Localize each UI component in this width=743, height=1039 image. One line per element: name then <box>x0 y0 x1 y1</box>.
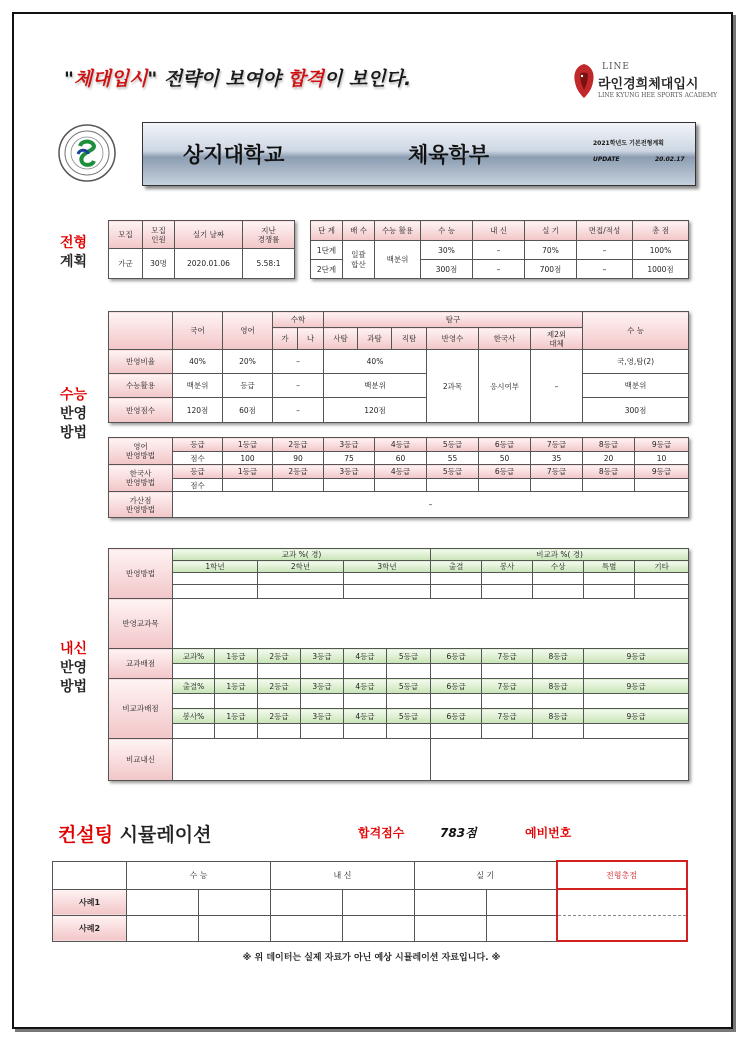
naesin-cell <box>258 724 301 739</box>
stage-cell: 300점 <box>421 260 473 279</box>
plan-header: 모집 인원 <box>143 221 175 249</box>
subject-score-label: 교과배점 <box>109 649 173 679</box>
grade-cell: 7등급 <box>482 709 533 724</box>
side-label-naesin: 내신 반영 방법 <box>60 641 88 695</box>
stage-cell: – <box>473 241 525 260</box>
side-label-suneung: 수능 반영 방법 <box>60 387 88 441</box>
naesin-cell <box>431 739 689 781</box>
grade-cell: 1등급 <box>223 465 273 479</box>
english-score: 55 <box>427 452 479 465</box>
score-label: 점수 <box>173 452 223 465</box>
stage-cell: – <box>473 260 525 279</box>
grade-cell: 9등급 <box>584 709 689 724</box>
score-label: 점수 <box>173 479 223 492</box>
naesin-cell <box>431 573 482 585</box>
plan-header: 실기 날짜 <box>175 221 243 249</box>
suneung-table <box>108 311 689 423</box>
grade-cell: 8등급 <box>533 709 584 724</box>
naesin-cell <box>431 724 482 739</box>
grade-cell: 3등급 <box>324 438 375 452</box>
history-score <box>583 479 635 492</box>
naesin-cell <box>215 694 258 709</box>
grade-cell: 8등급 <box>583 438 635 452</box>
row-label: 수능활용 <box>109 374 173 398</box>
title-banner <box>142 122 696 186</box>
grade-cell: 8등급 <box>533 649 584 664</box>
stage-header: 총 점 <box>633 221 689 241</box>
logo-line-3: LINE KYUNG HEE SPORTS ACADEMY <box>598 92 718 99</box>
award-header: 수상 <box>533 561 584 573</box>
stage-cell: 100% <box>633 241 689 260</box>
sim-cell <box>199 915 271 941</box>
suneung-cell: 60점 <box>223 398 273 423</box>
naesin-cell <box>482 664 533 679</box>
grade-cell: 5등급 <box>387 709 431 724</box>
stage-cell: 700점 <box>525 260 577 279</box>
history-score <box>223 479 273 492</box>
subject-header: 교과 %( 경) <box>173 549 431 561</box>
english-score: 100 <box>223 452 273 465</box>
english-score: 35 <box>531 452 583 465</box>
special-header: 특별 <box>584 561 635 573</box>
english-score: 10 <box>635 452 689 465</box>
university-seal-icon <box>58 124 116 182</box>
naesin-cell <box>215 724 258 739</box>
consulting-title: 컨설팅 시뮬레이션 <box>58 824 212 846</box>
row-label: 반영점수 <box>109 398 173 423</box>
subjects-label: 반영교과목 <box>109 599 173 649</box>
second-language-value: – <box>531 350 583 423</box>
header-science: 과탐 <box>358 328 392 350</box>
history-score <box>479 479 531 492</box>
grade-cell: 3등급 <box>301 709 344 724</box>
suneung-cell: – <box>273 350 324 374</box>
suneung-cell: 300점 <box>583 398 689 423</box>
grade-3-header: 3학년 <box>344 561 431 573</box>
grade-cell: 6등급 <box>431 649 482 664</box>
grade-cell: 7등급 <box>531 465 583 479</box>
naesin-cell <box>584 585 635 599</box>
suneung-cell: 백분위 <box>173 374 223 398</box>
naesin-cell <box>173 724 215 739</box>
naesin-cell <box>533 694 584 709</box>
grade-cell: 3등급 <box>301 649 344 664</box>
grade-cell: 1등급 <box>223 438 273 452</box>
case-2-label: 사례2 <box>53 915 127 941</box>
grade-cell: 5등급 <box>427 465 479 479</box>
grade-label: 등급 <box>173 465 223 479</box>
naesin-cell <box>258 664 301 679</box>
grade-table <box>108 437 689 518</box>
header-second-language: 제2외 대체 <box>531 328 583 350</box>
sim-header-naesin: 내 신 <box>271 861 415 889</box>
academy-logo <box>570 62 718 108</box>
sim-cell <box>343 889 415 915</box>
grade-cell: 7등급 <box>482 679 533 694</box>
slogan: "체대입시" 전략이 보여야 합격이 보인다. <box>64 68 412 90</box>
grade-cell: 5등급 <box>427 438 479 452</box>
grade-cell: 4등급 <box>344 679 387 694</box>
naesin-cell <box>173 739 431 781</box>
subjects-value <box>173 599 689 649</box>
naesin-cell <box>431 664 482 679</box>
stage-header: 수 능 <box>421 221 473 241</box>
suneung-cell: 120점 <box>173 398 223 423</box>
naesin-cell <box>215 664 258 679</box>
suneung-cell: 40% <box>324 350 427 374</box>
header-math: 수학 <box>273 312 324 328</box>
header-math-ga: 가 <box>273 328 298 350</box>
pass-score-label: 합격점수 <box>358 826 405 840</box>
header-history: 한국사 <box>479 328 531 350</box>
footnote: ※ 위 데이터는 실제 자료가 아닌 예상 시뮬레이션 자료입니다. ※ <box>242 953 501 963</box>
inquiry-count: 2과목 <box>427 350 479 423</box>
plan-header: 모집 <box>109 221 143 249</box>
grade-cell: 9등급 <box>584 649 689 664</box>
grade-cell: 5등급 <box>387 679 431 694</box>
suneung-cell: 국,영,탐(2) <box>583 350 689 374</box>
reserve-number-label: 예비번호 <box>525 826 572 840</box>
english-score: 60 <box>375 452 427 465</box>
grade-cell: 4등급 <box>344 709 387 724</box>
english-score: 50 <box>479 452 531 465</box>
header-english: 영어 <box>223 312 273 350</box>
sim-cell <box>487 915 557 941</box>
header-suneung: 수 능 <box>583 312 689 350</box>
english-score: 90 <box>273 452 324 465</box>
naesin-cell <box>533 724 584 739</box>
stage-2-label: 2단계 <box>311 260 343 279</box>
naesin-cell <box>584 724 689 739</box>
suneung-corner <box>109 312 173 350</box>
english-score: 75 <box>324 452 375 465</box>
sim-cell <box>487 889 557 915</box>
grade-cell: 5등급 <box>387 649 431 664</box>
history-score <box>324 479 375 492</box>
naesin-cell <box>533 585 584 599</box>
sim-cell <box>271 915 343 941</box>
nonsubject-score-label: 비교과배점 <box>109 679 173 739</box>
suneung-cell: – <box>273 374 324 398</box>
volunteer-pct: 봉사% <box>173 709 215 724</box>
stage-header: 내 신 <box>473 221 525 241</box>
grade-cell: 1등급 <box>215 709 258 724</box>
update-label: UPDATE <box>593 156 620 163</box>
naesin-cell <box>173 573 258 585</box>
naesin-cell <box>431 585 482 599</box>
header-korean: 국어 <box>173 312 223 350</box>
year-plan: 2021학년도 기본전형계획 <box>593 140 664 147</box>
sim-cell <box>127 915 199 941</box>
grade-cell: 9등급 <box>635 438 689 452</box>
suneung-cell: 20% <box>223 350 273 374</box>
naesin-cell <box>431 694 482 709</box>
plan-header: 지난 경쟁률 <box>243 221 295 249</box>
side-label-plan: 전형 계획 <box>60 235 88 270</box>
pass-score-value: 783점 <box>440 826 477 840</box>
naesin-cell <box>584 664 689 679</box>
naesin-cell <box>344 694 387 709</box>
attendance-header: 출결 <box>431 561 482 573</box>
sim-cell <box>415 915 487 941</box>
naesin-table <box>108 548 689 781</box>
bonus-method-label: 가산점 반영방법 <box>109 492 173 518</box>
naesin-cell <box>635 573 689 585</box>
naesin-cell <box>173 694 215 709</box>
simulation-table <box>52 860 688 942</box>
naesin-cell <box>258 573 344 585</box>
department-name: 체육학부 <box>408 143 490 167</box>
naesin-cell <box>344 664 387 679</box>
naesin-cell <box>301 694 344 709</box>
suneung-cell: – <box>273 398 324 423</box>
grade-cell: 1등급 <box>215 679 258 694</box>
naesin-cell <box>482 573 533 585</box>
history-value: 응시여부 <box>479 350 531 423</box>
stage-1-label: 1단계 <box>311 241 343 260</box>
naesin-cell <box>387 664 431 679</box>
plan-cell: 5.58:1 <box>243 249 295 279</box>
english-score: 20 <box>583 452 635 465</box>
logo-line-2: 라인경희체대입시 <box>598 77 699 92</box>
stage-multiple: 일괄 합산 <box>343 241 375 279</box>
naesin-cell <box>387 694 431 709</box>
grade-cell: 6등급 <box>431 679 482 694</box>
plan-cell: 가군 <box>109 249 143 279</box>
grade-cell: 8등급 <box>533 679 584 694</box>
sim-cell <box>271 889 343 915</box>
header-math-na: 나 <box>298 328 324 350</box>
sim-header-total: 전형총점 <box>557 861 687 889</box>
naesin-cell <box>258 694 301 709</box>
sim-corner <box>53 861 127 889</box>
stage-cell: 70% <box>525 241 577 260</box>
nonsubject-header: 비교과 %( 경) <box>431 549 689 561</box>
naesin-cell <box>482 724 533 739</box>
grade-cell: 8등급 <box>583 465 635 479</box>
grade-cell: 4등급 <box>375 465 427 479</box>
grade-cell: 2등급 <box>273 465 324 479</box>
plan-cell: 30명 <box>143 249 175 279</box>
history-method-label: 한국사 반영방법 <box>109 465 173 492</box>
row-label: 반영비율 <box>109 350 173 374</box>
stage-header: 실 기 <box>525 221 577 241</box>
nonsubject-grade-label: 비교내신 <box>109 739 173 781</box>
stage-usage: 백분위 <box>375 241 421 279</box>
grade-cell: 6등급 <box>431 709 482 724</box>
stage-cell: – <box>577 260 633 279</box>
grade-cell: 3등급 <box>324 465 375 479</box>
naesin-cell <box>584 573 635 585</box>
subject-pct: 교과% <box>173 649 215 664</box>
stage-header: 면접/적성 <box>577 221 633 241</box>
history-score <box>375 479 427 492</box>
header-inquiry: 탐구 <box>324 312 583 328</box>
etc-header: 기타 <box>635 561 689 573</box>
grade-cell: 1등급 <box>215 649 258 664</box>
update-date: 20.02.17 <box>655 156 685 163</box>
naesin-cell <box>301 724 344 739</box>
naesin-cell <box>344 724 387 739</box>
suneung-cell: 백분위 <box>324 374 427 398</box>
header-social: 사탐 <box>324 328 358 350</box>
history-score <box>427 479 479 492</box>
naesin-cell <box>584 694 689 709</box>
grade-cell: 6등급 <box>479 465 531 479</box>
suneung-cell: 백분위 <box>583 374 689 398</box>
naesin-cell <box>482 585 533 599</box>
history-score <box>531 479 583 492</box>
sim-cell <box>127 889 199 915</box>
sim-cell <box>199 889 271 915</box>
stage-cell: 1000점 <box>633 260 689 279</box>
header-vocational: 직탐 <box>392 328 427 350</box>
naesin-cell <box>387 724 431 739</box>
grade-cell: 3등급 <box>301 679 344 694</box>
sim-cell <box>415 889 487 915</box>
sim-total-cell <box>557 889 687 915</box>
naesin-cell <box>173 664 215 679</box>
stage-header: 수능 활용 <box>375 221 421 241</box>
grade-cell: 4등급 <box>344 649 387 664</box>
naesin-cell <box>635 585 689 599</box>
naesin-cell <box>173 585 258 599</box>
plan-table <box>108 220 295 279</box>
naesin-cell <box>344 585 431 599</box>
lion-icon <box>570 62 598 100</box>
sim-total-cell <box>557 915 687 941</box>
naesin-cell <box>533 573 584 585</box>
attendance-pct: 출결% <box>173 679 215 694</box>
grade-cell: 9등급 <box>584 679 689 694</box>
stage-table <box>310 220 689 279</box>
suneung-cell: 120점 <box>324 398 427 423</box>
grade-cell: 7등급 <box>531 438 583 452</box>
suneung-cell: 40% <box>173 350 223 374</box>
method-label: 반영방법 <box>109 549 173 599</box>
grade-cell: 4등급 <box>375 438 427 452</box>
sim-header-silgi: 실 기 <box>415 861 557 889</box>
grade-1-header: 1학년 <box>173 561 258 573</box>
stage-header: 단 계 <box>311 221 343 241</box>
naesin-cell <box>258 585 344 599</box>
case-1-label: 사례1 <box>53 889 127 915</box>
naesin-cell <box>301 664 344 679</box>
english-method-label: 영어 반영방법 <box>109 438 173 465</box>
volunteer-header: 봉사 <box>482 561 533 573</box>
bonus-value: – <box>173 492 689 518</box>
grade-cell: 2등급 <box>258 679 301 694</box>
university-name: 상지대학교 <box>183 143 285 167</box>
stage-header: 배 수 <box>343 221 375 241</box>
stage-cell: 30% <box>421 241 473 260</box>
plan-cell: 2020.01.06 <box>175 249 243 279</box>
sim-cell <box>343 915 415 941</box>
grade-cell: 6등급 <box>479 438 531 452</box>
history-score <box>273 479 324 492</box>
grade-cell: 2등급 <box>273 438 324 452</box>
naesin-cell <box>482 694 533 709</box>
grade-cell: 9등급 <box>635 465 689 479</box>
logo-line-1: LINE <box>602 62 630 72</box>
suneung-cell: 등급 <box>223 374 273 398</box>
grade-cell: 2등급 <box>258 649 301 664</box>
naesin-cell <box>344 573 431 585</box>
stage-cell: – <box>577 241 633 260</box>
header-count: 반영수 <box>427 328 479 350</box>
sim-header-suneung: 수 능 <box>127 861 271 889</box>
naesin-cell <box>533 664 584 679</box>
grade-2-header: 2학년 <box>258 561 344 573</box>
grade-cell: 7등급 <box>482 649 533 664</box>
grade-cell: 2등급 <box>258 709 301 724</box>
history-score <box>635 479 689 492</box>
grade-label: 등급 <box>173 438 223 452</box>
